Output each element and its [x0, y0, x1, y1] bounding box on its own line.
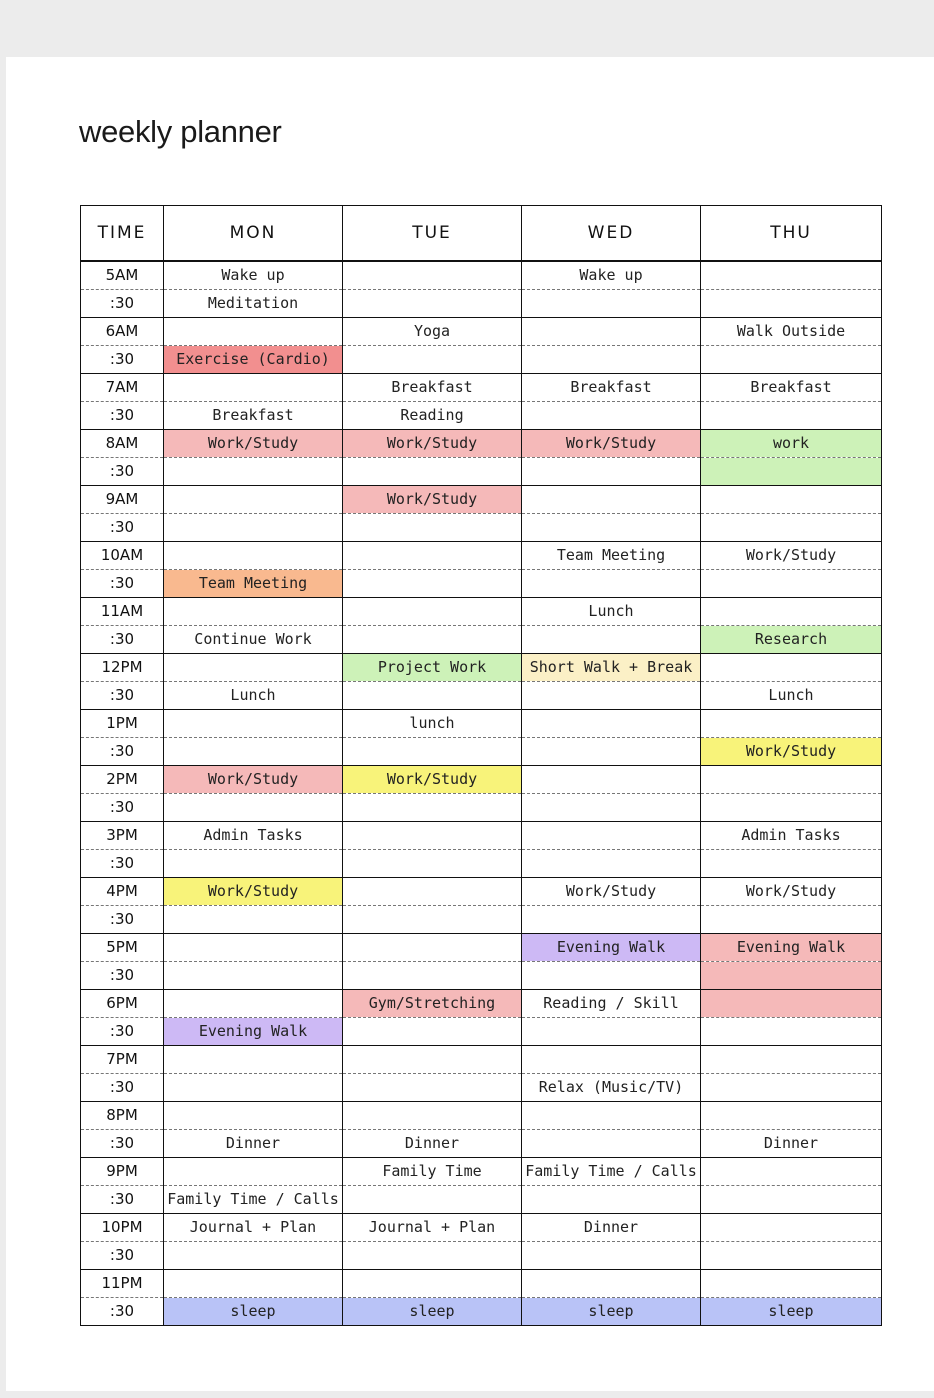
table-row	[81, 822, 882, 850]
time-label: :30	[81, 682, 164, 710]
slot-tue[interactable]	[343, 542, 522, 570]
page-title: weekly planner	[79, 114, 282, 149]
time-label: 8AM	[81, 430, 164, 458]
slot-thu[interactable]	[701, 962, 882, 990]
slot-mon[interactable]: Work/Study	[164, 878, 343, 906]
table-row	[81, 430, 882, 458]
slot-wed[interactable]	[522, 962, 701, 990]
slot-wed[interactable]	[522, 402, 701, 430]
slot-wed[interactable]: Work/Study	[522, 878, 701, 906]
slot-mon[interactable]: Lunch	[164, 682, 343, 710]
slot-wed[interactable]	[522, 682, 701, 710]
slot-thu[interactable]	[701, 1270, 882, 1298]
slot-mon[interactable]	[164, 1102, 343, 1130]
slot-tue[interactable]	[343, 1102, 522, 1130]
slot-thu[interactable]	[701, 261, 882, 290]
slot-tue[interactable]	[343, 1186, 522, 1214]
slot-wed[interactable]	[522, 1242, 701, 1270]
table-row	[81, 1186, 882, 1214]
slot-wed[interactable]	[522, 1130, 701, 1158]
slot-mon[interactable]	[164, 850, 343, 878]
slot-mon[interactable]	[164, 1242, 343, 1270]
slot-thu[interactable]: Dinner	[701, 1130, 882, 1158]
slot-wed[interactable]	[522, 570, 701, 598]
header-thu: THU	[701, 206, 882, 262]
slot-thu[interactable]: sleep	[701, 1298, 882, 1326]
slot-wed[interactable]: Evening Walk	[522, 934, 701, 962]
table-row	[81, 794, 882, 822]
time-label: :30	[81, 290, 164, 318]
slot-wed[interactable]	[522, 906, 701, 934]
time-label: 6AM	[81, 318, 164, 346]
slot-wed[interactable]	[522, 486, 701, 514]
slot-thu[interactable]	[701, 1214, 882, 1242]
table-row	[81, 626, 882, 654]
slot-thu[interactable]	[701, 850, 882, 878]
planner-body	[81, 261, 882, 1326]
slot-mon[interactable]: Continue Work	[164, 626, 343, 654]
slot-mon[interactable]: Work/Study	[164, 766, 343, 794]
header-wed: WED	[522, 206, 701, 262]
time-label: :30	[81, 1186, 164, 1214]
slot-mon[interactable]: Breakfast	[164, 402, 343, 430]
time-label: 5AM	[81, 261, 164, 290]
slot-mon[interactable]: sleep	[164, 1298, 343, 1326]
table-row	[81, 486, 882, 514]
slot-thu[interactable]	[701, 570, 882, 598]
slot-thu[interactable]	[701, 1158, 882, 1186]
slot-thu[interactable]	[701, 1102, 882, 1130]
time-label: :30	[81, 1298, 164, 1326]
slot-wed[interactable]: Breakfast	[522, 374, 701, 402]
slot-tue[interactable]	[343, 261, 522, 290]
slot-wed[interactable]	[522, 822, 701, 850]
slot-thu[interactable]: Work/Study	[701, 542, 882, 570]
table-row	[81, 766, 882, 794]
slot-tue[interactable]	[343, 1046, 522, 1074]
slot-tue[interactable]	[343, 346, 522, 374]
header-row	[81, 206, 882, 262]
slot-mon[interactable]	[164, 738, 343, 766]
time-label: 11AM	[81, 598, 164, 626]
time-label: 7AM	[81, 374, 164, 402]
slot-mon[interactable]	[164, 906, 343, 934]
table-row	[81, 1046, 882, 1074]
slot-wed[interactable]	[522, 458, 701, 486]
slot-tue[interactable]	[343, 1270, 522, 1298]
time-label: 12PM	[81, 654, 164, 682]
slot-thu[interactable]	[701, 290, 882, 318]
slot-thu[interactable]: Lunch	[701, 682, 882, 710]
table-row	[81, 1018, 882, 1046]
slot-wed[interactable]	[522, 710, 701, 738]
time-label: 4PM	[81, 878, 164, 906]
slot-mon[interactable]	[164, 598, 343, 626]
slot-tue[interactable]: Work/Study	[343, 430, 522, 458]
slot-wed[interactable]: Lunch	[522, 598, 701, 626]
slot-wed[interactable]: Dinner	[522, 1214, 701, 1242]
table-row	[81, 261, 882, 290]
slot-mon[interactable]: Work/Study	[164, 430, 343, 458]
slot-mon[interactable]	[164, 1270, 343, 1298]
slot-mon[interactable]	[164, 794, 343, 822]
time-label: :30	[81, 514, 164, 542]
slot-mon[interactable]	[164, 514, 343, 542]
slot-wed[interactable]	[522, 850, 701, 878]
slot-wed[interactable]	[522, 738, 701, 766]
slot-tue[interactable]	[343, 1074, 522, 1102]
slot-tue[interactable]: Project Work	[343, 654, 522, 682]
slot-tue[interactable]: Family Time	[343, 1158, 522, 1186]
slot-mon[interactable]	[164, 318, 343, 346]
time-label: 10AM	[81, 542, 164, 570]
slot-thu[interactable]	[701, 1242, 882, 1270]
slot-tue[interactable]	[343, 514, 522, 542]
slot-mon[interactable]	[164, 654, 343, 682]
slot-wed[interactable]	[522, 1046, 701, 1074]
slot-wed[interactable]: Family Time / Calls	[522, 1158, 701, 1186]
table-row	[81, 906, 882, 934]
slot-mon[interactable]	[164, 1158, 343, 1186]
slot-thu[interactable]	[701, 710, 882, 738]
slot-thu[interactable]: work	[701, 430, 882, 458]
table-row	[81, 850, 882, 878]
slot-tue[interactable]: sleep	[343, 1298, 522, 1326]
slot-tue[interactable]	[343, 682, 522, 710]
slot-thu[interactable]	[701, 794, 882, 822]
slot-mon[interactable]: Dinner	[164, 1130, 343, 1158]
time-label: :30	[81, 906, 164, 934]
time-label: 10PM	[81, 1214, 164, 1242]
slot-tue[interactable]: lunch	[343, 710, 522, 738]
slot-wed[interactable]	[522, 346, 701, 374]
slot-thu[interactable]	[701, 402, 882, 430]
slot-thu[interactable]	[701, 458, 882, 486]
slot-thu[interactable]	[701, 598, 882, 626]
slot-thu[interactable]: Breakfast	[701, 374, 882, 402]
table-row	[81, 570, 882, 598]
table-row	[81, 1270, 882, 1298]
time-label: :30	[81, 1018, 164, 1046]
header-tue: TUE	[343, 206, 522, 262]
table-row	[81, 654, 882, 682]
slot-wed[interactable]	[522, 290, 701, 318]
slot-tue[interactable]	[343, 934, 522, 962]
slot-mon[interactable]: Journal + Plan	[164, 1214, 343, 1242]
table-row	[81, 1130, 882, 1158]
slot-tue[interactable]	[343, 598, 522, 626]
time-label: 2PM	[81, 766, 164, 794]
table-row	[81, 1242, 882, 1270]
time-label: 6PM	[81, 990, 164, 1018]
table-row	[81, 1158, 882, 1186]
table-row	[81, 458, 882, 486]
table-row	[81, 402, 882, 430]
header-mon: MON	[164, 206, 343, 262]
slot-tue[interactable]: Work/Study	[343, 766, 522, 794]
slot-tue[interactable]	[343, 738, 522, 766]
slot-mon[interactable]	[164, 486, 343, 514]
table-row	[81, 878, 882, 906]
time-label: 7PM	[81, 1046, 164, 1074]
slot-tue[interactable]	[343, 290, 522, 318]
slot-tue[interactable]	[343, 458, 522, 486]
slot-thu[interactable]: Research	[701, 626, 882, 654]
slot-mon[interactable]: Admin Tasks	[164, 822, 343, 850]
slot-tue[interactable]: Breakfast	[343, 374, 522, 402]
weekly-planner-table	[80, 205, 882, 1326]
table-row	[81, 1074, 882, 1102]
table-row	[81, 542, 882, 570]
slot-mon[interactable]: Team Meeting	[164, 570, 343, 598]
table-row	[81, 738, 882, 766]
slot-tue[interactable]	[343, 906, 522, 934]
slot-tue[interactable]	[343, 962, 522, 990]
table-row	[81, 1102, 882, 1130]
slot-mon[interactable]	[164, 990, 343, 1018]
slot-mon[interactable]	[164, 934, 343, 962]
slot-wed[interactable]	[522, 1186, 701, 1214]
table-row	[81, 682, 882, 710]
table-row	[81, 934, 882, 962]
table-row	[81, 710, 882, 738]
time-label: :30	[81, 738, 164, 766]
time-label: :30	[81, 1074, 164, 1102]
table-row	[81, 598, 882, 626]
slot-wed[interactable]	[522, 794, 701, 822]
slot-wed[interactable]: Wake up	[522, 261, 701, 290]
time-label: :30	[81, 850, 164, 878]
time-label: 5PM	[81, 934, 164, 962]
time-label: :30	[81, 794, 164, 822]
slot-wed[interactable]	[522, 514, 701, 542]
slot-thu[interactable]	[701, 1046, 882, 1074]
slot-tue[interactable]	[343, 1242, 522, 1270]
table-row	[81, 1298, 882, 1326]
table-row	[81, 318, 882, 346]
slot-tue[interactable]: Yoga	[343, 318, 522, 346]
slot-wed[interactable]: Reading / Skill	[522, 990, 701, 1018]
slot-tue[interactable]	[343, 1018, 522, 1046]
slot-wed[interactable]: Relax (Music/TV)	[522, 1074, 701, 1102]
slot-tue[interactable]	[343, 626, 522, 654]
time-label: :30	[81, 458, 164, 486]
slot-tue[interactable]: Dinner	[343, 1130, 522, 1158]
slot-thu[interactable]	[701, 1074, 882, 1102]
slot-mon[interactable]	[164, 374, 343, 402]
time-label: 11PM	[81, 1270, 164, 1298]
slot-thu[interactable]	[701, 346, 882, 374]
slot-mon[interactable]: Evening Walk	[164, 1018, 343, 1046]
slot-thu[interactable]	[701, 1018, 882, 1046]
slot-tue[interactable]	[343, 822, 522, 850]
slot-wed[interactable]: Work/Study	[522, 430, 701, 458]
slot-mon[interactable]: Meditation	[164, 290, 343, 318]
slot-wed[interactable]: sleep	[522, 1298, 701, 1326]
slot-wed[interactable]	[522, 626, 701, 654]
slot-thu[interactable]	[701, 766, 882, 794]
slot-mon[interactable]: Family Time / Calls	[164, 1186, 343, 1214]
slot-wed[interactable]: Short Walk + Break	[522, 654, 701, 682]
slot-wed[interactable]	[522, 318, 701, 346]
slot-wed[interactable]	[522, 1270, 701, 1298]
time-label: 9PM	[81, 1158, 164, 1186]
slot-thu[interactable]: Evening Walk	[701, 934, 882, 962]
time-label: :30	[81, 1130, 164, 1158]
slot-mon[interactable]	[164, 542, 343, 570]
table-row	[81, 962, 882, 990]
time-label: 1PM	[81, 710, 164, 738]
slot-wed[interactable]	[522, 766, 701, 794]
table-row	[81, 374, 882, 402]
time-label: :30	[81, 570, 164, 598]
time-label: :30	[81, 346, 164, 374]
time-label: 3PM	[81, 822, 164, 850]
slot-thu[interactable]	[701, 654, 882, 682]
time-label: :30	[81, 962, 164, 990]
slot-wed[interactable]	[522, 1102, 701, 1130]
slot-thu[interactable]	[701, 486, 882, 514]
slot-mon[interactable]: Exercise (Cardio)	[164, 346, 343, 374]
time-label: :30	[81, 1242, 164, 1270]
slot-mon[interactable]: Wake up	[164, 261, 343, 290]
table-row	[81, 346, 882, 374]
slot-thu[interactable]: Work/Study	[701, 878, 882, 906]
time-label: 9AM	[81, 486, 164, 514]
slot-mon[interactable]	[164, 962, 343, 990]
slot-thu[interactable]	[701, 1186, 882, 1214]
slot-mon[interactable]	[164, 458, 343, 486]
slot-tue[interactable]: Reading	[343, 402, 522, 430]
time-label: 8PM	[81, 1102, 164, 1130]
slot-wed[interactable]: Team Meeting	[522, 542, 701, 570]
slot-mon[interactable]	[164, 1046, 343, 1074]
slot-thu[interactable]: Walk Outside	[701, 318, 882, 346]
table-row	[81, 514, 882, 542]
slot-tue[interactable]: Journal + Plan	[343, 1214, 522, 1242]
slot-mon[interactable]	[164, 1074, 343, 1102]
table-row	[81, 290, 882, 318]
table-row	[81, 1214, 882, 1242]
slot-tue[interactable]: Work/Study	[343, 486, 522, 514]
slot-thu[interactable]	[701, 906, 882, 934]
slot-thu[interactable]: Work/Study	[701, 738, 882, 766]
slot-thu[interactable]: Admin Tasks	[701, 822, 882, 850]
time-label: :30	[81, 402, 164, 430]
slot-mon[interactable]	[164, 710, 343, 738]
slot-tue[interactable]	[343, 794, 522, 822]
slot-wed[interactable]	[522, 1018, 701, 1046]
header-time: TIME	[81, 206, 164, 262]
slot-thu[interactable]	[701, 514, 882, 542]
slot-tue[interactable]	[343, 570, 522, 598]
slot-tue[interactable]	[343, 878, 522, 906]
slot-thu[interactable]	[701, 990, 882, 1018]
time-label: :30	[81, 626, 164, 654]
table-row	[81, 990, 882, 1018]
slot-tue[interactable]: Gym/Stretching	[343, 990, 522, 1018]
slot-tue[interactable]	[343, 850, 522, 878]
